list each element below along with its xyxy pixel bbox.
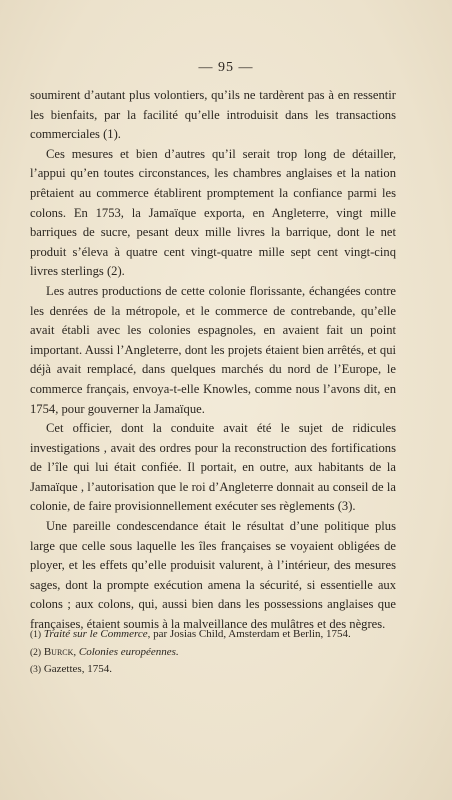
footnote-1 bbox=[30, 626, 396, 644]
footnote-number: (1) bbox=[30, 630, 42, 640]
footnote-3 bbox=[30, 661, 396, 679]
footnote-title: Traité sur le Commerce bbox=[43, 628, 148, 640]
footnote-2 bbox=[30, 644, 396, 662]
footnote-text: Gazettes, 1754. bbox=[43, 663, 112, 675]
footnotes bbox=[30, 626, 396, 679]
body-text bbox=[30, 86, 396, 635]
footnote-number: (2) bbox=[30, 647, 42, 658]
paragraph-1: soumirent d’autant plus volontiers, qu’ils ne tardèrent pas à en ressentir les bienfaits, par la facilité qu’elle introduisit dans les transactions commerciales (1). bbox=[30, 88, 396, 142]
paragraph-4: Cet officier, dont la conduite avait été le sujet de ridicules investigations , avait des ordres pour la reconstruction des fortifications de l’île qui lui était confiée. Il portait, en outre, aux habitants de la Jamaïque , l’autorisation que le roi d’Angleterre donnait au conseil de la colonie, de faire provisionnellement exécuter ses règlements (3). bbox=[30, 421, 396, 514]
paragraph-3: Les autres productions de cette colonie florissante, échangées contre les denrées de la métropole, et le commerce de contrebande, qu’elle avait établi avec les colonies espagnoles, en avaient fait un point important. Aussi l’Angleterre, dont les projets étaient bien arrêtés, et qui déjà avait remplacé, dans quelques marchés du nord de l’Europe, le commerce français, envoya-t-elle Knowles, comme nous l’avons dit, en 1754, pour gouverner la Jamaïque. bbox=[30, 283, 396, 416]
page-number: — 95 — bbox=[198, 60, 254, 75]
footnote-text: , Colonies européennes. bbox=[73, 645, 179, 658]
paragraph-5: Une pareille condescendance était le résultat d’une politique plus large que celle sous laquelle les îles françaises se voyaient obligées de ployer, et les effets qu’elle produisit valurent, à l’intérieur, des mesures sages, dont la prompte exécution amena la sécurité, si essentielle aux colons ; aux colons, qui, aussi bien dans les possessions anglaises que françaises, étaient soumis à la malveillance des mulâtres et des nègres. bbox=[30, 519, 396, 632]
footnote-text: , par Josias Child, Amsterdam et Berlin, 1754. bbox=[147, 628, 351, 640]
footnote-author: Burck bbox=[43, 645, 74, 658]
footnote-number: (3) bbox=[30, 665, 42, 675]
paragraph-2: Ces mesures et bien d’autres qu’il serait trop long de détailler, l’appui qu’en toutes circonstances, les chambres anglaises et la nation prêtaient au commerce établirent promptement la confiance parmi les colons. En 1753, la Jamaïque exporta, en Angleterre, vingt mille barriques de sucre, pesant deux mille livres la barrique, dont le net produit s’éleva à quatre cent vingt-quatre mille sept cent vingt-cinq livres sterlings (2). bbox=[30, 146, 396, 279]
